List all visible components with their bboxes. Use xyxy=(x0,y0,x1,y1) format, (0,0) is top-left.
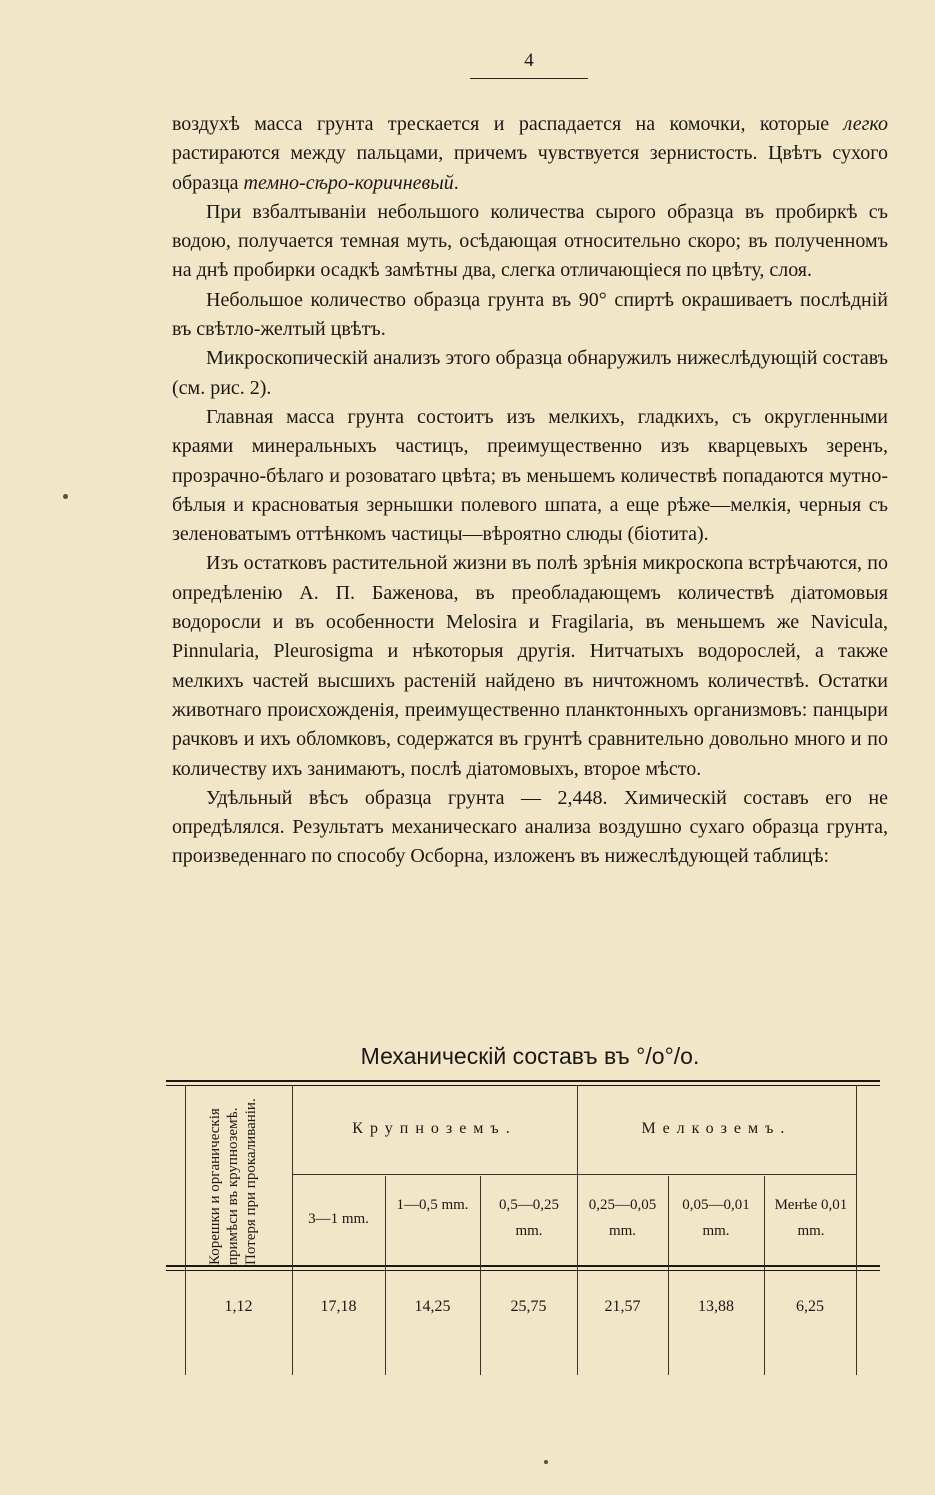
col-header-3-1: 3—1 mm. xyxy=(308,1211,369,1227)
table-divider-2 xyxy=(385,1176,386,1375)
col-header-lt-001: Менѣе 0,01 mm. xyxy=(774,1197,848,1239)
first-column-header-cell xyxy=(178,1080,288,1270)
table-right-border xyxy=(856,1085,857,1375)
cell-1-05: 14,25 xyxy=(414,1298,451,1315)
table-divider-6 xyxy=(764,1176,765,1375)
paper-speck xyxy=(544,1460,548,1464)
col-header-05-025: 0,5—0,25 mm. xyxy=(499,1197,559,1239)
col-header-1-05: 1—0,5 mm. xyxy=(396,1197,469,1213)
paragraph-5: Главная масса грунта состоитъ изъ мелкихъ, гладкихъ, съ округленными краями минеральныхъ частицъ, преимущественно изъ кварцевыхъ зеренъ, прозрачно-бѣлаго и розоватаго цвѣта; въ меньшемъ количествѣ попадаются мутно-бѣлыя и красноватыя зернышки полевого шпата, а еще рѣже—мелкія, черныя съ зеленоватымъ оттѣнкомъ частицы—вѣроятно слюды (біотита). xyxy=(172,405,888,546)
cell-lt-001: 6,25 xyxy=(796,1298,824,1315)
first-column-header: Корешки и органическія примѣси въ крупноземѣ. Потеря при прокаливаніи. xyxy=(207,1098,259,1265)
paragraph-4: Микроскопическій анализъ этого образца обнаружилъ нижеслѣдующій составъ (см. рис. 2). xyxy=(172,347,888,399)
cell-organic-loss: 1,12 xyxy=(224,1298,253,1315)
group-header-coarse: Крупноземъ. xyxy=(352,1120,517,1137)
table-subheader-rule xyxy=(292,1174,856,1175)
col-header-005-001: 0,05—0,01 mm. xyxy=(682,1197,750,1239)
p1-italic-a: легко xyxy=(843,113,888,135)
paragraph-6: Изъ остатковъ растительной жизни въ полѣ зрѣнія микроскопа встрѣчаются, по опредѣленію А. П. Баженова, въ преобладающемъ количествѣ діатомовыя водоросли и въ особенности Melosira и Fragilaria, въ меньшемъ же Navicula, Pinnularia, Pleurosigma и нѣкоторыя другія. Нитчатыхъ водорослей, а также мелкихъ частей высшихъ растеній найдено въ ничтожномъ количествѣ. Остатки животнаго происхожденія, преимущественно планктонныхъ организмовъ: панцыри рачковъ и ихъ обломковъ, содержатся въ грунтѣ сравнительно довольно много и по количеству ихъ занимаютъ, послѣ діатомовыхъ, второе мѣсто. xyxy=(172,552,888,780)
body-text xyxy=(172,110,888,872)
group-header-fine: Мелкоземъ. xyxy=(641,1120,792,1137)
paragraph-3: Небольшое количество образца грунта въ 90° спиртѣ окрашиваетъ послѣдній въ свѣтло-желтый цвѣтъ. xyxy=(172,288,888,341)
paper-speck xyxy=(63,494,68,499)
cell-025-005: 21,57 xyxy=(604,1298,641,1315)
cell-3-1: 17,18 xyxy=(320,1298,357,1315)
paragraph-1 xyxy=(172,110,888,198)
paragraph-2: При взбалтываніи небольшого количества сырого образца въ пробиркѣ съ водою, получается темная муть, осѣдающая относительно скоро; въ полученномъ на днѣ пробирки осадкѣ замѣтны два, слегка отличающіеся по цвѣту, слоя. xyxy=(172,200,888,282)
cell-05-025: 25,75 xyxy=(510,1298,547,1315)
page-number-rule xyxy=(470,78,588,79)
p1-italic-b: темно-сѣро-коричневый xyxy=(243,171,454,194)
page-number: 4 xyxy=(524,50,534,71)
col-header-025-005: 0,25—0,05 mm. xyxy=(588,1197,657,1239)
p1-text-a: воздухѣ масса грунта трескается и распадается на комочки, которые xyxy=(172,113,844,135)
table-title: Механическій составъ въ °/о°/о. xyxy=(360,1043,700,1069)
table-divider-3 xyxy=(480,1176,481,1375)
p1-text-b: растираются между пальцами, причемъ чувствуется зернистость. Цвѣтъ сухого образца xyxy=(172,142,888,194)
p1-text-c: . xyxy=(453,171,459,194)
cell-005-001: 13,88 xyxy=(698,1298,734,1315)
paragraph-7: Удѣльный вѣсъ образца грунта — 2,448. Химическій составъ его не опредѣлялся. Результатъ механическаго анализа воздушно сухаго образца грунта, произведеннаго по способу Осборна, изложенъ въ нижеслѣдующей таблицѣ: xyxy=(172,786,888,868)
